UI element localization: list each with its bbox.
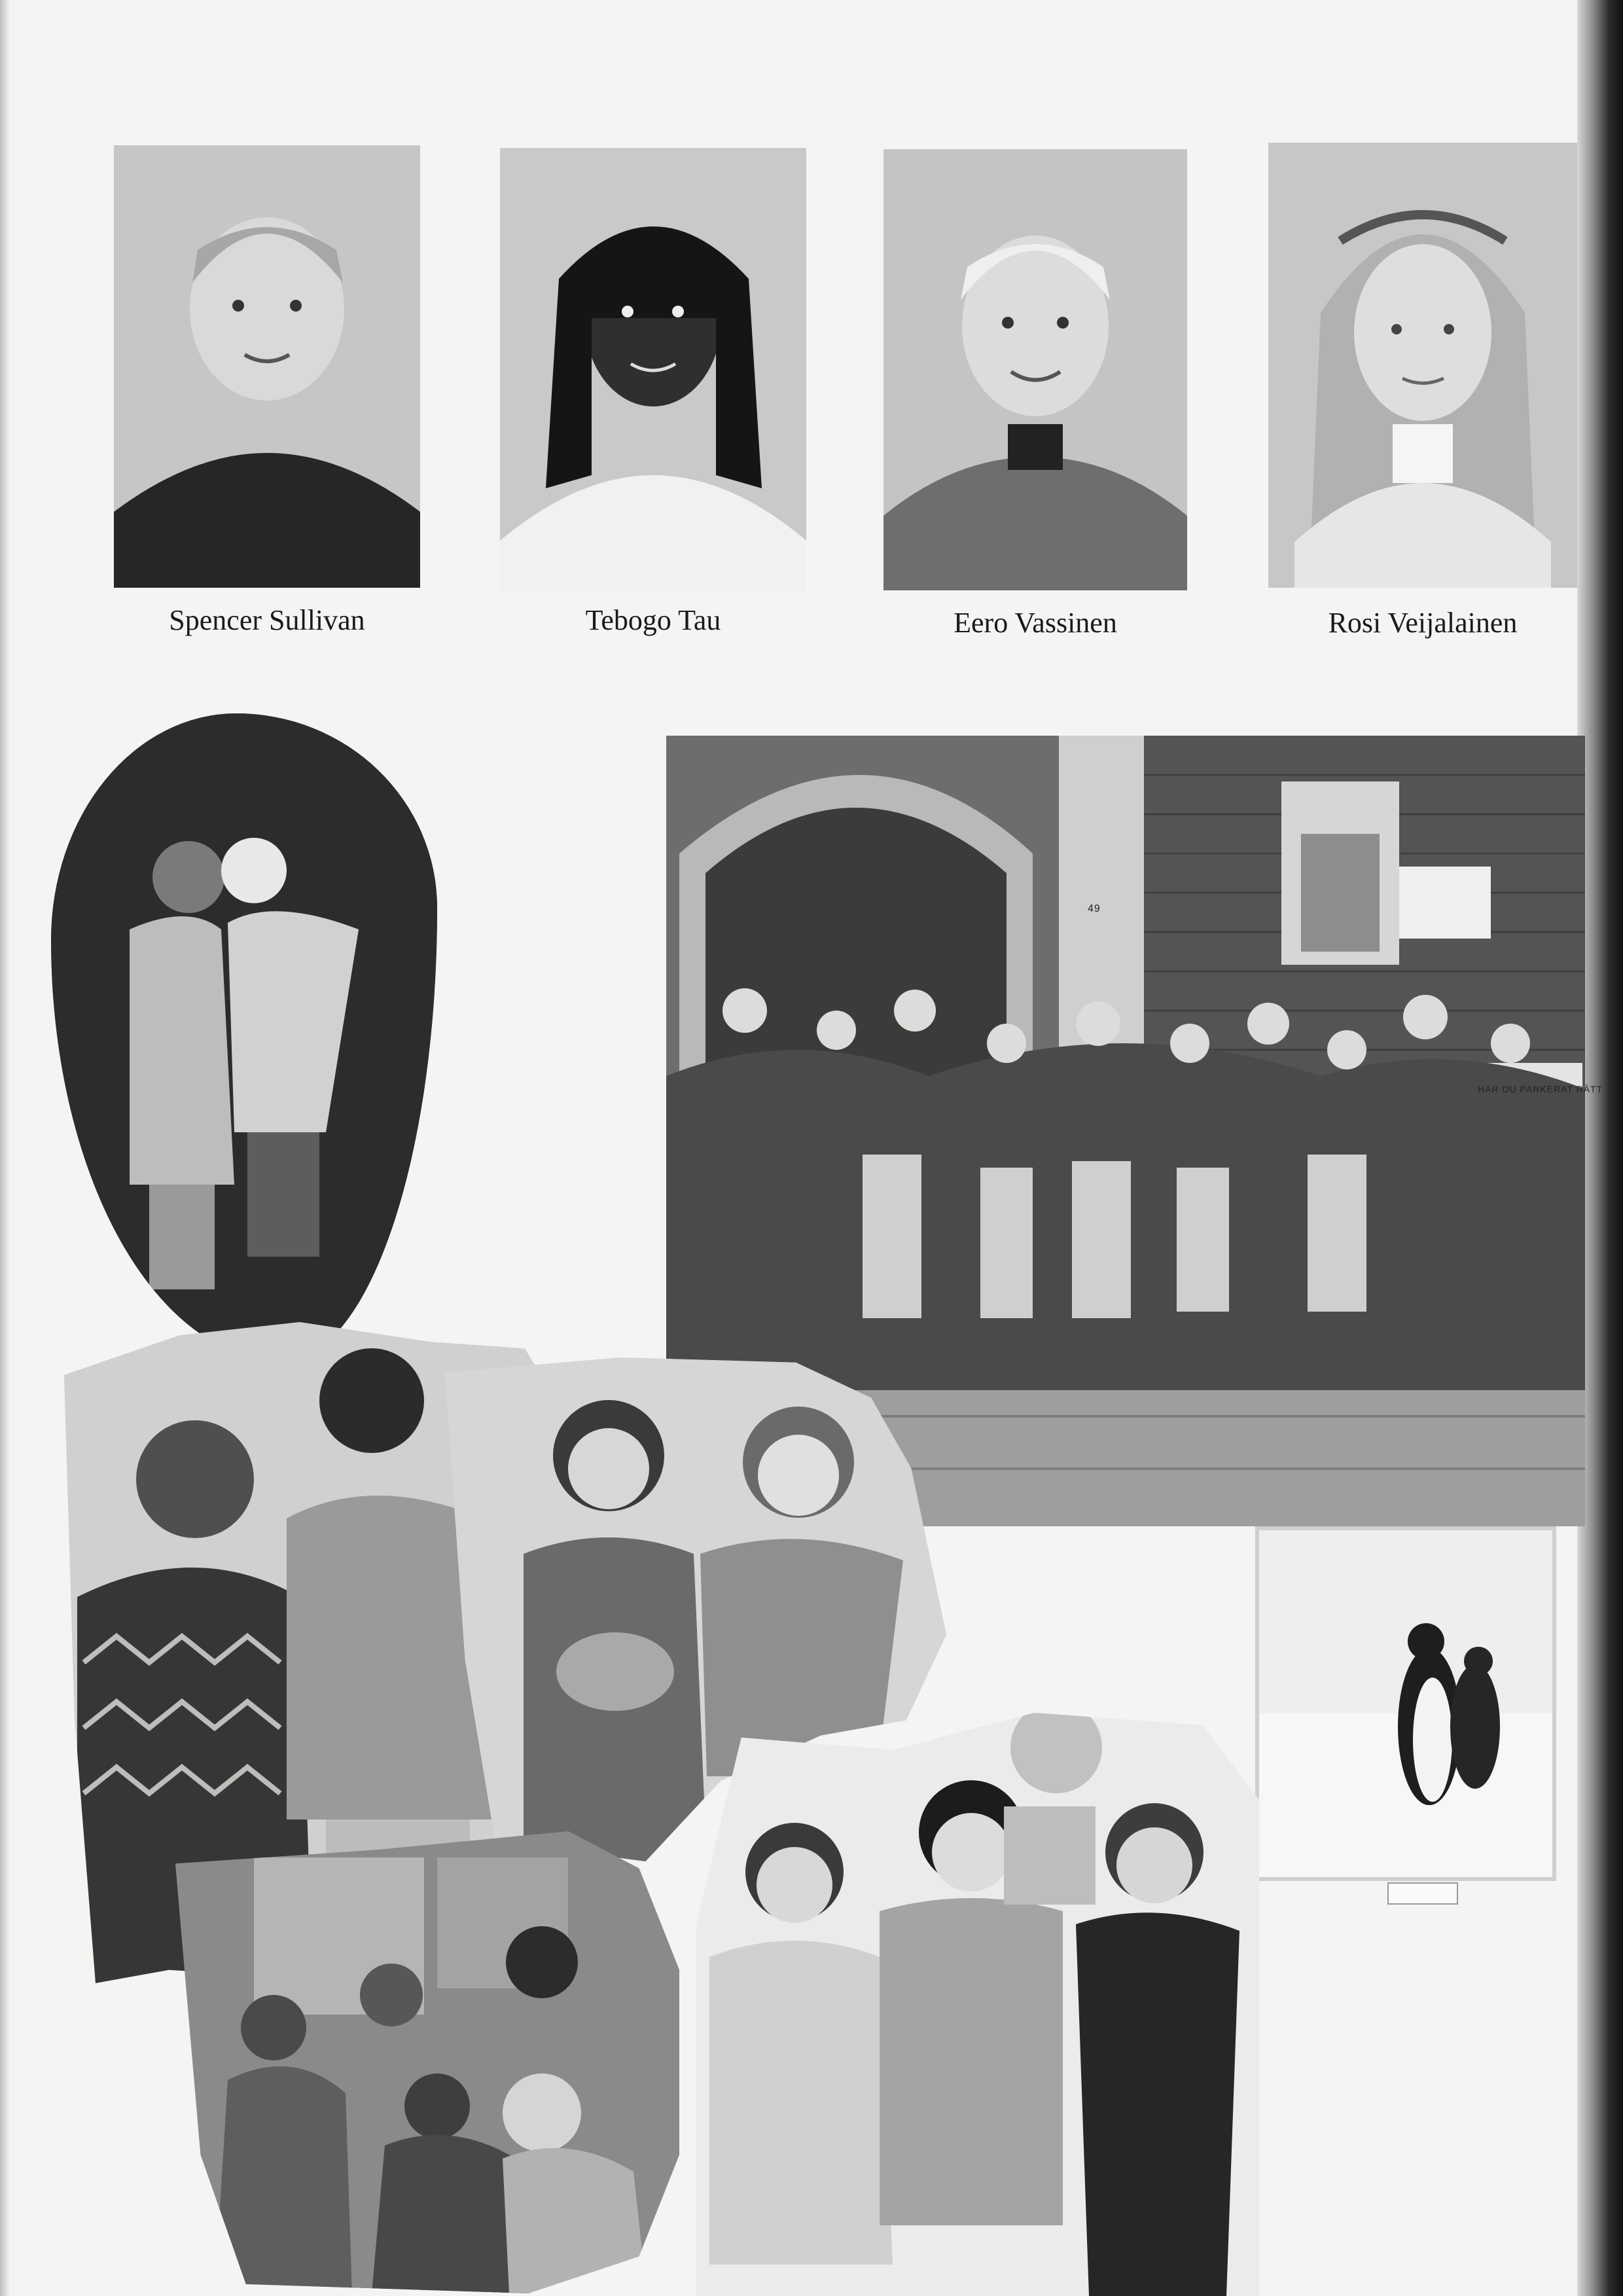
portrait-caption-2: Tebogo Tau bbox=[585, 604, 721, 636]
portrait-photo-2 bbox=[500, 148, 806, 593]
portrait-caption-4: Rosi Veijalainen bbox=[1328, 607, 1518, 639]
door-number: 49 bbox=[1088, 903, 1101, 914]
penguin-poster-photo bbox=[1259, 1530, 1552, 1877]
portrait-caption-1: Spencer Sullivan bbox=[169, 604, 365, 636]
parking-sign-text: HAR DU PARKERAT RÄTT bbox=[1478, 1084, 1603, 1094]
page-left-edge bbox=[0, 0, 9, 2296]
portrait-photo-3 bbox=[883, 149, 1187, 590]
portrait-photo-1 bbox=[114, 145, 420, 588]
kids-indoors-photo bbox=[175, 1831, 679, 2293]
snowsuit-kids-photo bbox=[51, 713, 437, 1361]
portrait-photo-4 bbox=[1268, 143, 1577, 588]
poster-label bbox=[1387, 1882, 1458, 1905]
four-kids-standing-photo bbox=[696, 1676, 1259, 2296]
portrait-caption-3: Eero Vassinen bbox=[954, 607, 1117, 639]
